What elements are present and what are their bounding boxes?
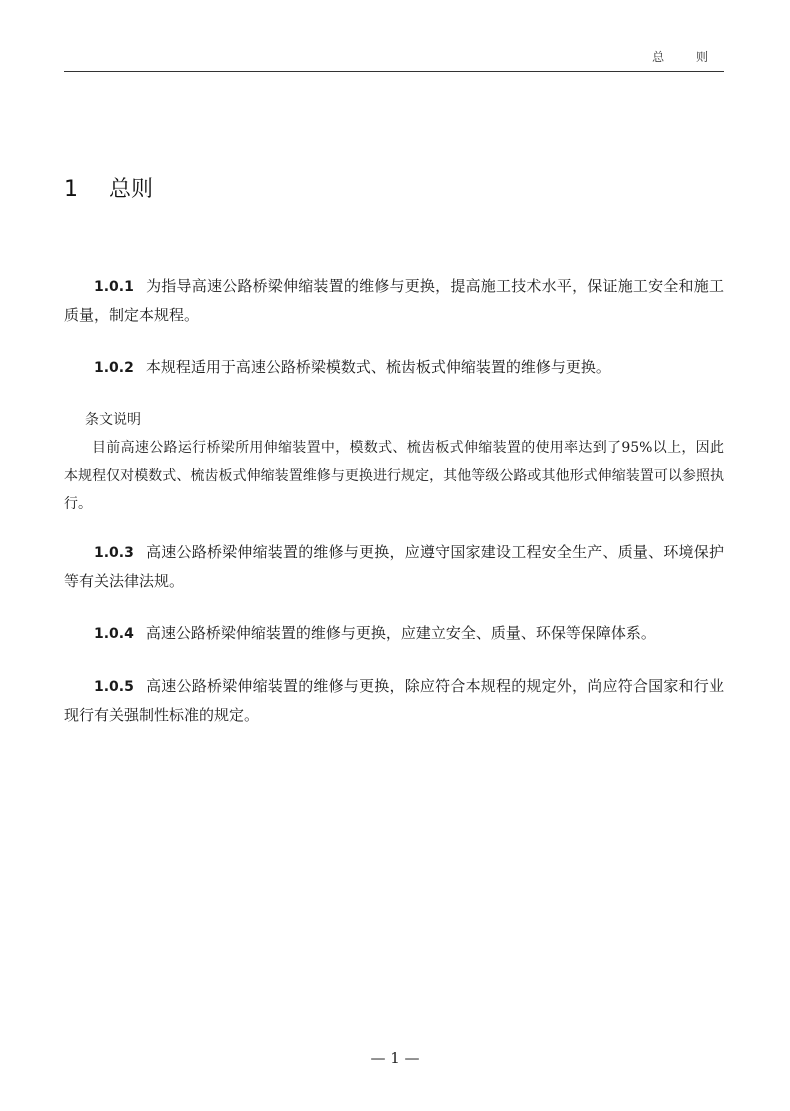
clause-text: 为指导高速公路桥梁伸缩装置的维修与更换，提高施工技术水平，保证施工安全和施工质量，制定本规程。 — [64, 277, 724, 324]
main-content — [64, 272, 724, 753]
page-number: — 1 — — [370, 1049, 420, 1067]
note-text: 目前高速公路运行桥梁所用伸缩装置中，模数式、梳齿板式伸缩装置的使用率达到了95%以上，因此本规程仅对模数式、梳齿板式伸缩装置维修与更换进行规定，其他等级公路或其他形式伸缩装置可以参照执行。 — [64, 440, 724, 512]
clause-number: 1.0.1 — [94, 279, 134, 295]
note-title: 条文说明 — [85, 412, 141, 428]
clause-1-0-2 — [64, 353, 724, 382]
clause-number: 1.0.2 — [94, 360, 134, 376]
clause-explanation-note — [64, 406, 724, 518]
running-header: 总 则 — [652, 50, 722, 64]
clause-1-0-4 — [64, 619, 724, 648]
clause-1-0-3 — [64, 538, 724, 595]
chapter-number: 1 — [64, 177, 78, 202]
clause-text: 高速公路桥梁伸缩装置的维修与更换，应建立安全、质量、环保等保障体系。 — [145, 624, 656, 642]
clause-number: 1.0.3 — [94, 545, 134, 561]
clause-1-0-5 — [64, 672, 724, 729]
clause-1-0-1 — [64, 272, 724, 329]
chapter-heading: 总则 — [109, 177, 154, 202]
header-rule — [64, 71, 724, 72]
chapter-title — [64, 172, 153, 203]
clause-number: 1.0.5 — [94, 679, 134, 695]
clause-text: 本规程适用于高速公路桥梁模数式、梳齿板式伸缩装置的维修与更换。 — [145, 358, 611, 376]
clause-text: 高速公路桥梁伸缩装置的维修与更换，除应符合本规程的规定外，尚应符合国家和行业现行有关强制性标准的规定。 — [64, 677, 724, 724]
clause-text: 高速公路桥梁伸缩装置的维修与更换，应遵守国家建设工程安全生产、质量、环境保护等有关法律法规。 — [64, 543, 724, 590]
clause-number: 1.0.4 — [94, 626, 134, 642]
